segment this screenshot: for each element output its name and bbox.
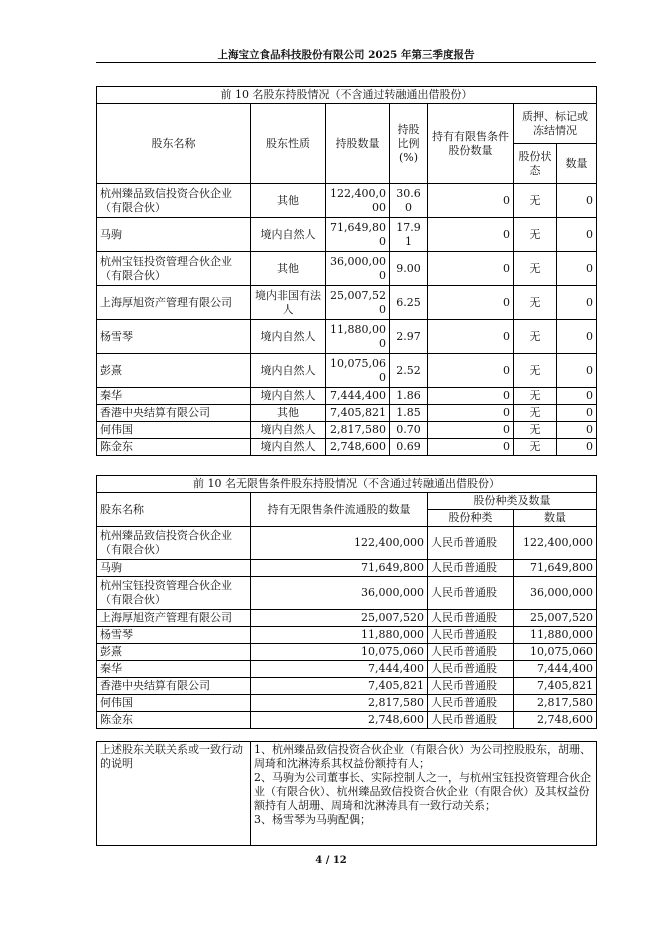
table-row <box>97 695 597 712</box>
header-rule <box>96 62 596 63</box>
share-amount: 2,748,600 <box>514 712 597 729</box>
holding-ratio: 1.86 <box>390 388 428 405</box>
header-restricted: 持有有限售条件股份数量 <box>428 104 514 184</box>
table-row <box>97 320 597 354</box>
holding-ratio: 2.52 <box>390 354 428 388</box>
share-class: 人民币普通股 <box>428 712 514 729</box>
header-class: 股份种类 <box>428 510 514 527</box>
note-line: 3、杨雪琴为马驹配偶； <box>254 813 371 826</box>
unrestricted-qty: 7,444,400 <box>251 661 428 678</box>
header-amount: 数量 <box>514 510 597 527</box>
header-type: 股东性质 <box>251 104 326 184</box>
pledge-status: 无 <box>514 439 557 456</box>
header-name: 股东名称 <box>97 493 251 527</box>
shareholder-name: 陈金东 <box>97 712 251 729</box>
shareholder-name: 马驹 <box>97 218 251 252</box>
shareholder-name: 彭熹 <box>97 354 251 388</box>
table-row <box>97 527 597 560</box>
unrestricted-title: 前 10 名无限售条件股东持股情况（不含通过转融通出借股份） <box>97 476 597 493</box>
holding-ratio: 0.69 <box>390 439 428 456</box>
unrestricted-qty: 7,405,821 <box>251 678 428 695</box>
header-qty: 持有无限售条件流通股的数量 <box>251 493 428 527</box>
pledge-status: 无 <box>514 422 557 439</box>
shareholder-name: 杨雪琴 <box>97 320 251 354</box>
pledge-status: 无 <box>514 218 557 252</box>
shareholder-name: 上海厚旭资产管理有限公司 <box>97 610 251 627</box>
shareholder-name: 上海厚旭资产管理有限公司 <box>97 286 251 320</box>
table-row <box>97 560 597 577</box>
shareholder-name: 陈金东 <box>97 439 251 456</box>
share-class: 人民币普通股 <box>428 678 514 695</box>
table-row <box>97 252 597 286</box>
unrestricted-qty: 10,075,060 <box>251 644 428 661</box>
share-amount: 7,444,400 <box>514 661 597 678</box>
share-amount: 7,405,821 <box>514 678 597 695</box>
pledge-status: 无 <box>514 252 557 286</box>
relationship-note-table <box>96 741 597 846</box>
shareholder-name: 何伟国 <box>97 422 251 439</box>
table-row <box>97 712 597 729</box>
share-class: 人民币普通股 <box>428 661 514 678</box>
restricted-shares: 0 <box>428 422 514 439</box>
holding-ratio: 17.91 <box>390 218 428 252</box>
pledge-qty: 0 <box>557 218 597 252</box>
holding-ratio: 2.97 <box>390 320 428 354</box>
share-class: 人民币普通股 <box>428 644 514 661</box>
table-row <box>97 678 597 695</box>
table-row <box>97 661 597 678</box>
share-amount: 122,400,000 <box>514 527 597 560</box>
shares-held: 7,444,400 <box>326 388 390 405</box>
pledge-qty: 0 <box>557 184 597 218</box>
table-row <box>97 610 597 627</box>
unrestricted-qty: 2,748,600 <box>251 712 428 729</box>
shareholder-name: 香港中央结算有限公司 <box>97 678 251 695</box>
note-label: 上述股东关联关系或一致行动的说明 <box>97 742 251 846</box>
restricted-shares: 0 <box>428 405 514 422</box>
shareholder-name: 香港中央结算有限公司 <box>97 405 251 422</box>
unrestricted-shareholders-table <box>96 475 597 729</box>
pledge-status: 无 <box>514 405 557 422</box>
share-class: 人民币普通股 <box>428 695 514 712</box>
page-header: 上海宝立食品科技股份有限公司 2025 年第三季度报告 <box>217 49 475 61</box>
share-class: 人民币普通股 <box>428 560 514 577</box>
note-line: 1、杭州臻品致信投资合伙企业（有限合伙）为公司控股股东，胡珊、周琦和沈淋涛系其权益份额持有人； <box>254 743 591 770</box>
share-class: 人民币普通股 <box>428 577 514 610</box>
share-class: 人民币普通股 <box>428 610 514 627</box>
pledge-qty: 0 <box>557 388 597 405</box>
shareholder-type: 其他 <box>251 252 326 286</box>
restricted-shares: 0 <box>428 252 514 286</box>
pledge-qty: 0 <box>557 286 597 320</box>
shareholder-type: 其他 <box>251 184 326 218</box>
shareholder-type: 境内自然人 <box>251 354 326 388</box>
pledge-qty: 0 <box>557 422 597 439</box>
restricted-shares: 0 <box>428 218 514 252</box>
restricted-shares: 0 <box>428 354 514 388</box>
shares-held: 71,649,800 <box>326 218 390 252</box>
header-pledge-qty: 数量 <box>557 144 597 184</box>
share-class: 人民币普通股 <box>428 627 514 644</box>
unrestricted-qty: 2,817,580 <box>251 695 428 712</box>
restricted-shares: 0 <box>428 286 514 320</box>
table-row <box>97 286 597 320</box>
share-class: 人民币普通股 <box>428 527 514 560</box>
shareholder-name: 秦华 <box>97 661 251 678</box>
table-row <box>97 388 597 405</box>
pledge-qty: 0 <box>557 354 597 388</box>
shareholder-type: 境内非国有法人 <box>251 286 326 320</box>
holding-ratio: 0.70 <box>390 422 428 439</box>
holding-ratio: 30.60 <box>390 184 428 218</box>
restricted-shares: 0 <box>428 320 514 354</box>
unrestricted-qty: 25,007,520 <box>251 610 428 627</box>
table-row <box>97 354 597 388</box>
shareholder-name: 杭州臻品致信投资合伙企业（有限合伙） <box>97 527 251 560</box>
shareholder-type: 境内自然人 <box>251 388 326 405</box>
shares-held: 7,405,821 <box>326 405 390 422</box>
table-row <box>97 577 597 610</box>
shares-held: 25,007,520 <box>326 286 390 320</box>
unrestricted-qty: 71,649,800 <box>251 560 428 577</box>
shareholder-name: 杭州臻品致信投资合伙企业（有限合伙） <box>97 184 251 218</box>
header-pledge: 质押、标记或冻结情况 <box>514 104 597 144</box>
unrestricted-qty: 122,400,000 <box>251 527 428 560</box>
shareholder-name: 秦华 <box>97 388 251 405</box>
shareholder-type: 境内自然人 <box>251 422 326 439</box>
shares-held: 11,880,000 <box>326 320 390 354</box>
table-row <box>97 439 597 456</box>
shareholder-type: 境内自然人 <box>251 320 326 354</box>
restricted-shares: 0 <box>428 184 514 218</box>
table-row <box>97 644 597 661</box>
shareholder-type: 境内自然人 <box>251 218 326 252</box>
page-number: 4 / 12 <box>315 855 347 866</box>
header-class-group: 股份种类及数量 <box>428 493 597 510</box>
unrestricted-qty: 36,000,000 <box>251 577 428 610</box>
holding-ratio: 9.00 <box>390 252 428 286</box>
table-row <box>97 405 597 422</box>
shareholder-type: 其他 <box>251 405 326 422</box>
unrestricted-qty: 11,880,000 <box>251 627 428 644</box>
note-line: 2、马驹为公司董事长、实际控制人之一，与杭州宝钰投资管理合伙企业（有限合伙）、杭州臻品致信投资合伙企业（有限合伙）及其权益份额持有人胡珊、周琦和沈淋涛具有一致行动关系； <box>254 771 591 812</box>
share-amount: 10,075,060 <box>514 644 597 661</box>
pledge-qty: 0 <box>557 439 597 456</box>
header-ratio: 持股比例(%) <box>390 104 428 184</box>
shares-held: 10,075,060 <box>326 354 390 388</box>
shares-held: 36,000,000 <box>326 252 390 286</box>
share-amount: 25,007,520 <box>514 610 597 627</box>
shareholder-name: 马驹 <box>97 560 251 577</box>
pledge-status: 无 <box>514 320 557 354</box>
table-row <box>97 422 597 439</box>
pledge-status: 无 <box>514 354 557 388</box>
note-content <box>251 742 597 846</box>
holding-ratio: 1.85 <box>390 405 428 422</box>
share-amount: 36,000,000 <box>514 577 597 610</box>
shareholder-name: 彭熹 <box>97 644 251 661</box>
top10-title: 前 10 名股东持股情况（不含通过转融通出借股份） <box>97 87 597 104</box>
pledge-status: 无 <box>514 388 557 405</box>
share-amount: 2,817,580 <box>514 695 597 712</box>
shareholder-name: 何伟国 <box>97 695 251 712</box>
restricted-shares: 0 <box>428 388 514 405</box>
shareholder-type: 境内自然人 <box>251 439 326 456</box>
holding-ratio: 6.25 <box>390 286 428 320</box>
pledge-qty: 0 <box>557 320 597 354</box>
shares-held: 122,400,000 <box>326 184 390 218</box>
shares-held: 2,817,580 <box>326 422 390 439</box>
restricted-shares: 0 <box>428 439 514 456</box>
table-row <box>97 627 597 644</box>
share-amount: 71,649,800 <box>514 560 597 577</box>
share-amount: 11,880,000 <box>514 627 597 644</box>
pledge-status: 无 <box>514 286 557 320</box>
shareholder-name: 杨雪琴 <box>97 627 251 644</box>
table-row <box>97 184 597 218</box>
header-shares: 持股数量 <box>326 104 390 184</box>
pledge-qty: 0 <box>557 405 597 422</box>
pledge-qty: 0 <box>557 252 597 286</box>
shareholder-name: 杭州宝钰投资管理合伙企业（有限合伙） <box>97 252 251 286</box>
shares-held: 2,748,600 <box>326 439 390 456</box>
pledge-status: 无 <box>514 184 557 218</box>
table-row <box>97 218 597 252</box>
top10-shareholders-table <box>96 86 597 456</box>
header-pledge-status: 股份状态 <box>514 144 557 184</box>
shareholder-name: 杭州宝钰投资管理合伙企业（有限合伙） <box>97 577 251 610</box>
header-name: 股东名称 <box>97 104 251 184</box>
